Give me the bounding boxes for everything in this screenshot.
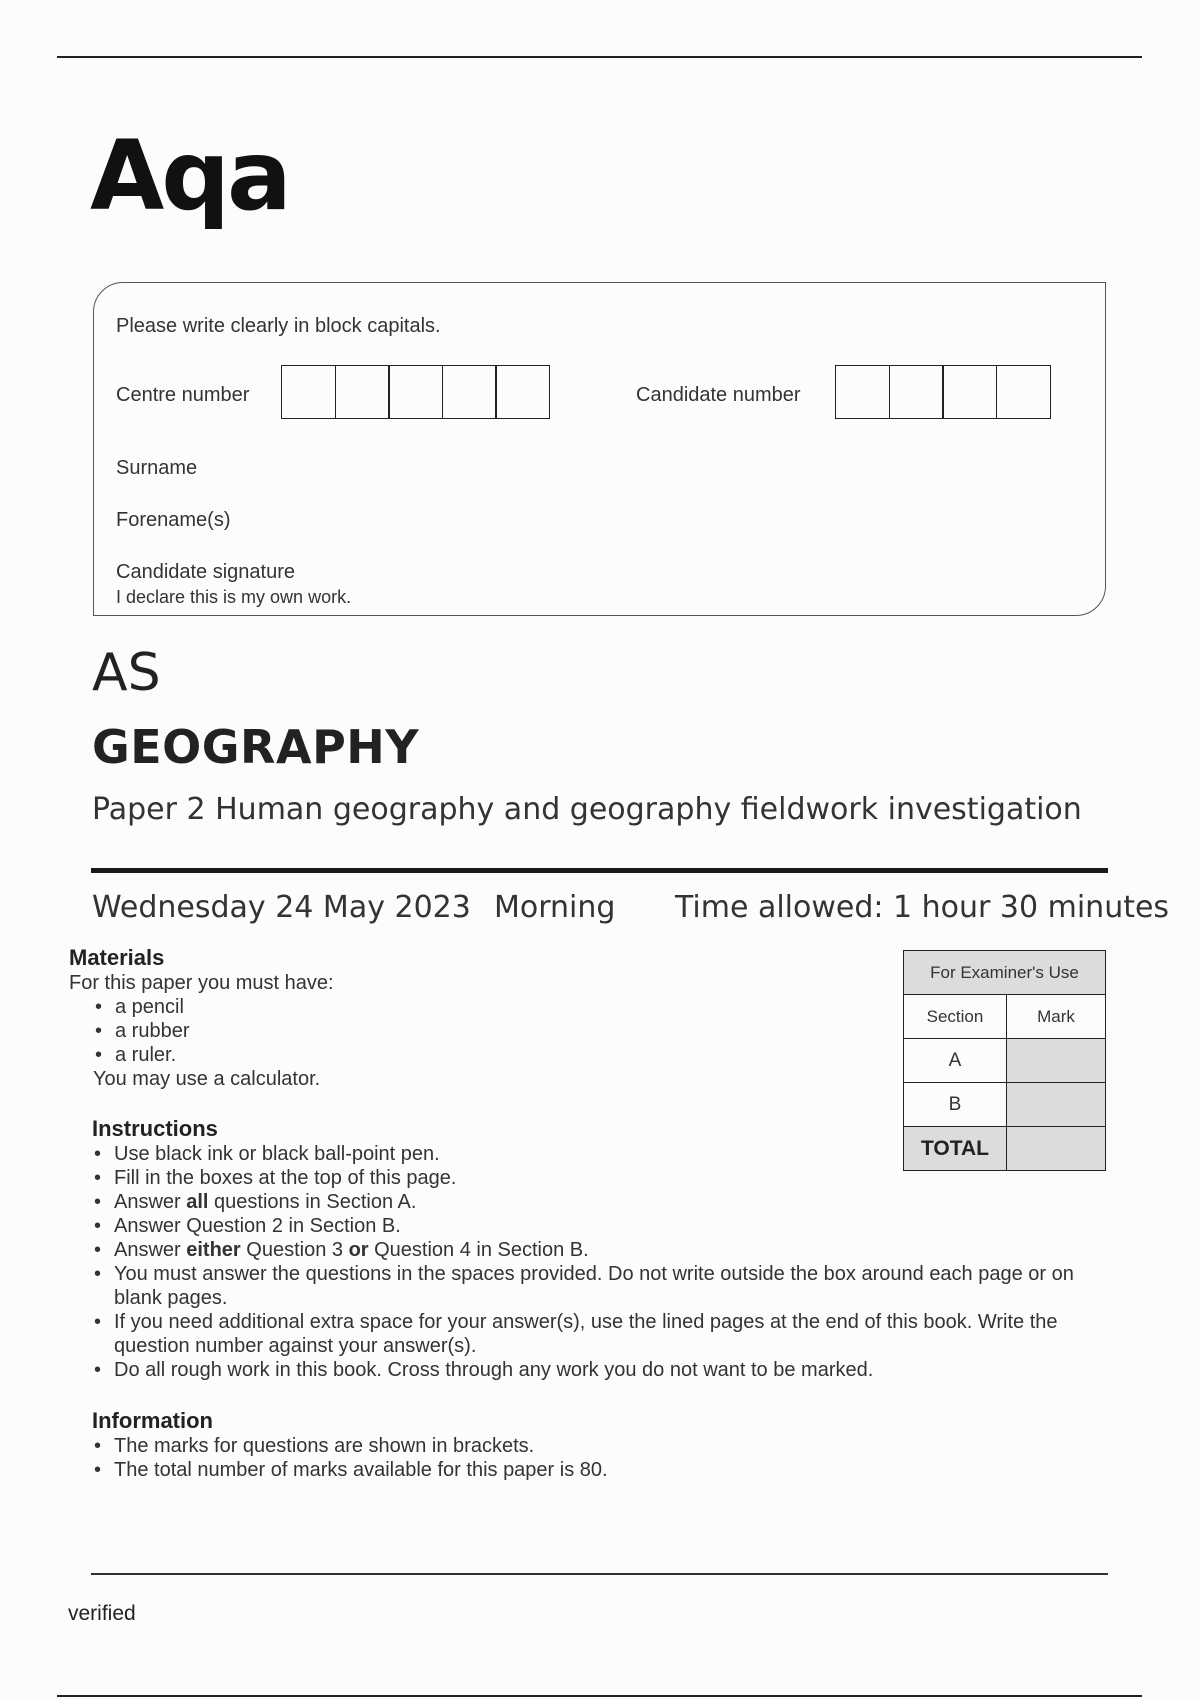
text-run: Answer [114,1191,187,1213]
examiner-table-title: For Examiner's Use [904,951,1106,995]
centre-number-digit[interactable] [335,365,390,419]
text-run: questions in Section A. [208,1191,417,1213]
candidate-number-digit[interactable] [835,365,890,419]
list-item: • Do all rough work in this book. Cross through any work you do not want to be marked. [92,1358,1092,1382]
centre-number-boxes[interactable] [281,365,549,419]
materials-intro: For this paper you must have: [69,972,334,994]
exam-session: Morning [494,890,616,925]
candidate-details-box [93,282,1106,616]
materials-section [69,945,869,1091]
block-capitals-instruction: Please write clearly in block capitals. [116,315,441,337]
centre-number-digit[interactable] [388,365,443,419]
title-rule [91,868,1108,873]
candidate-number-digit[interactable] [996,365,1051,419]
list-item: • If you need additional extra space for your answer(s), use the lined pages at the end of this book. Write the question number against your answer(s). [92,1310,1074,1358]
information-section [92,1408,992,1482]
calculator-note: You may use a calculator. [93,1068,321,1090]
list-item: • a ruler. [93,1043,869,1067]
verified-label: verified [68,1602,136,1625]
forenames-label: Forename(s) [116,509,231,531]
aqa-logo: Aqa [90,120,289,232]
bottom-rule [57,1695,1142,1697]
information-list [92,1434,992,1482]
footer-rule [91,1573,1108,1575]
examiner-col-mark: Mark [1007,995,1106,1039]
list-item: • Fill in the boxes at the top of this page. [92,1166,1092,1190]
instructions-list [92,1142,1092,1382]
emphasis-text: all [186,1191,209,1213]
candidate-number-digit[interactable] [889,365,944,419]
candidate-number-digit[interactable] [942,365,997,419]
section-a-label: A [904,1039,1007,1083]
time-allowed: Time allowed: 1 hour 30 minutes [675,890,1170,925]
list-item: • Answer Question 2 in Section B. [92,1214,1092,1238]
list-item: • The marks for questions are shown in brackets. [92,1434,992,1458]
instructions-heading: Instructions [92,1116,218,1141]
list-item: • a rubber [93,1019,869,1043]
emphasis-text: either [186,1239,241,1261]
total-label: TOTAL [904,1127,1007,1171]
centre-number-digit[interactable] [495,365,550,419]
list-item: • Use black ink or black ball-point pen. [92,1142,1092,1166]
list-item: • You must answer the questions in the spaces provided. Do not write outside the box around each page or on blank pages. [92,1262,1074,1310]
subject-title: GEOGRAPHY [92,720,420,774]
exam-date: Wednesday 24 May 2023 [92,890,471,925]
paper-title: Paper 2 Human geography and geography fieldwork investigation [92,792,1082,827]
centre-number-digit[interactable] [281,365,336,419]
information-heading: Information [92,1408,213,1433]
qualification-level: AS [92,643,161,703]
surname-label: Surname [116,457,198,479]
list-item [92,1190,1092,1214]
examiner-use-table [903,950,1106,1171]
list-item: • The total number of marks available for this paper is 80. [92,1458,992,1482]
emphasis-text: or [348,1239,369,1261]
list-item: • a pencil [93,995,869,1019]
materials-list [93,995,869,1067]
total-mark-cell[interactable] [1007,1127,1106,1171]
examiner-col-section: Section [904,995,1007,1039]
section-b-mark-cell[interactable] [1007,1083,1106,1127]
top-rule [57,56,1142,58]
text-run: Question 3 [240,1239,349,1261]
materials-heading: Materials [69,945,165,970]
candidate-number-label: Candidate number [636,384,801,406]
signature-label: Candidate signature [116,561,296,583]
candidate-number-boxes[interactable] [835,365,1049,419]
list-item [92,1238,1092,1262]
section-b-label: B [904,1083,1007,1127]
text-run: Question 4 in Section B. [368,1239,589,1261]
declaration-text: I declare this is my own work. [116,587,352,607]
centre-number-digit[interactable] [442,365,497,419]
text-run: Answer [114,1239,187,1261]
centre-number-label: Centre number [116,384,250,406]
section-a-mark-cell[interactable] [1007,1039,1106,1083]
